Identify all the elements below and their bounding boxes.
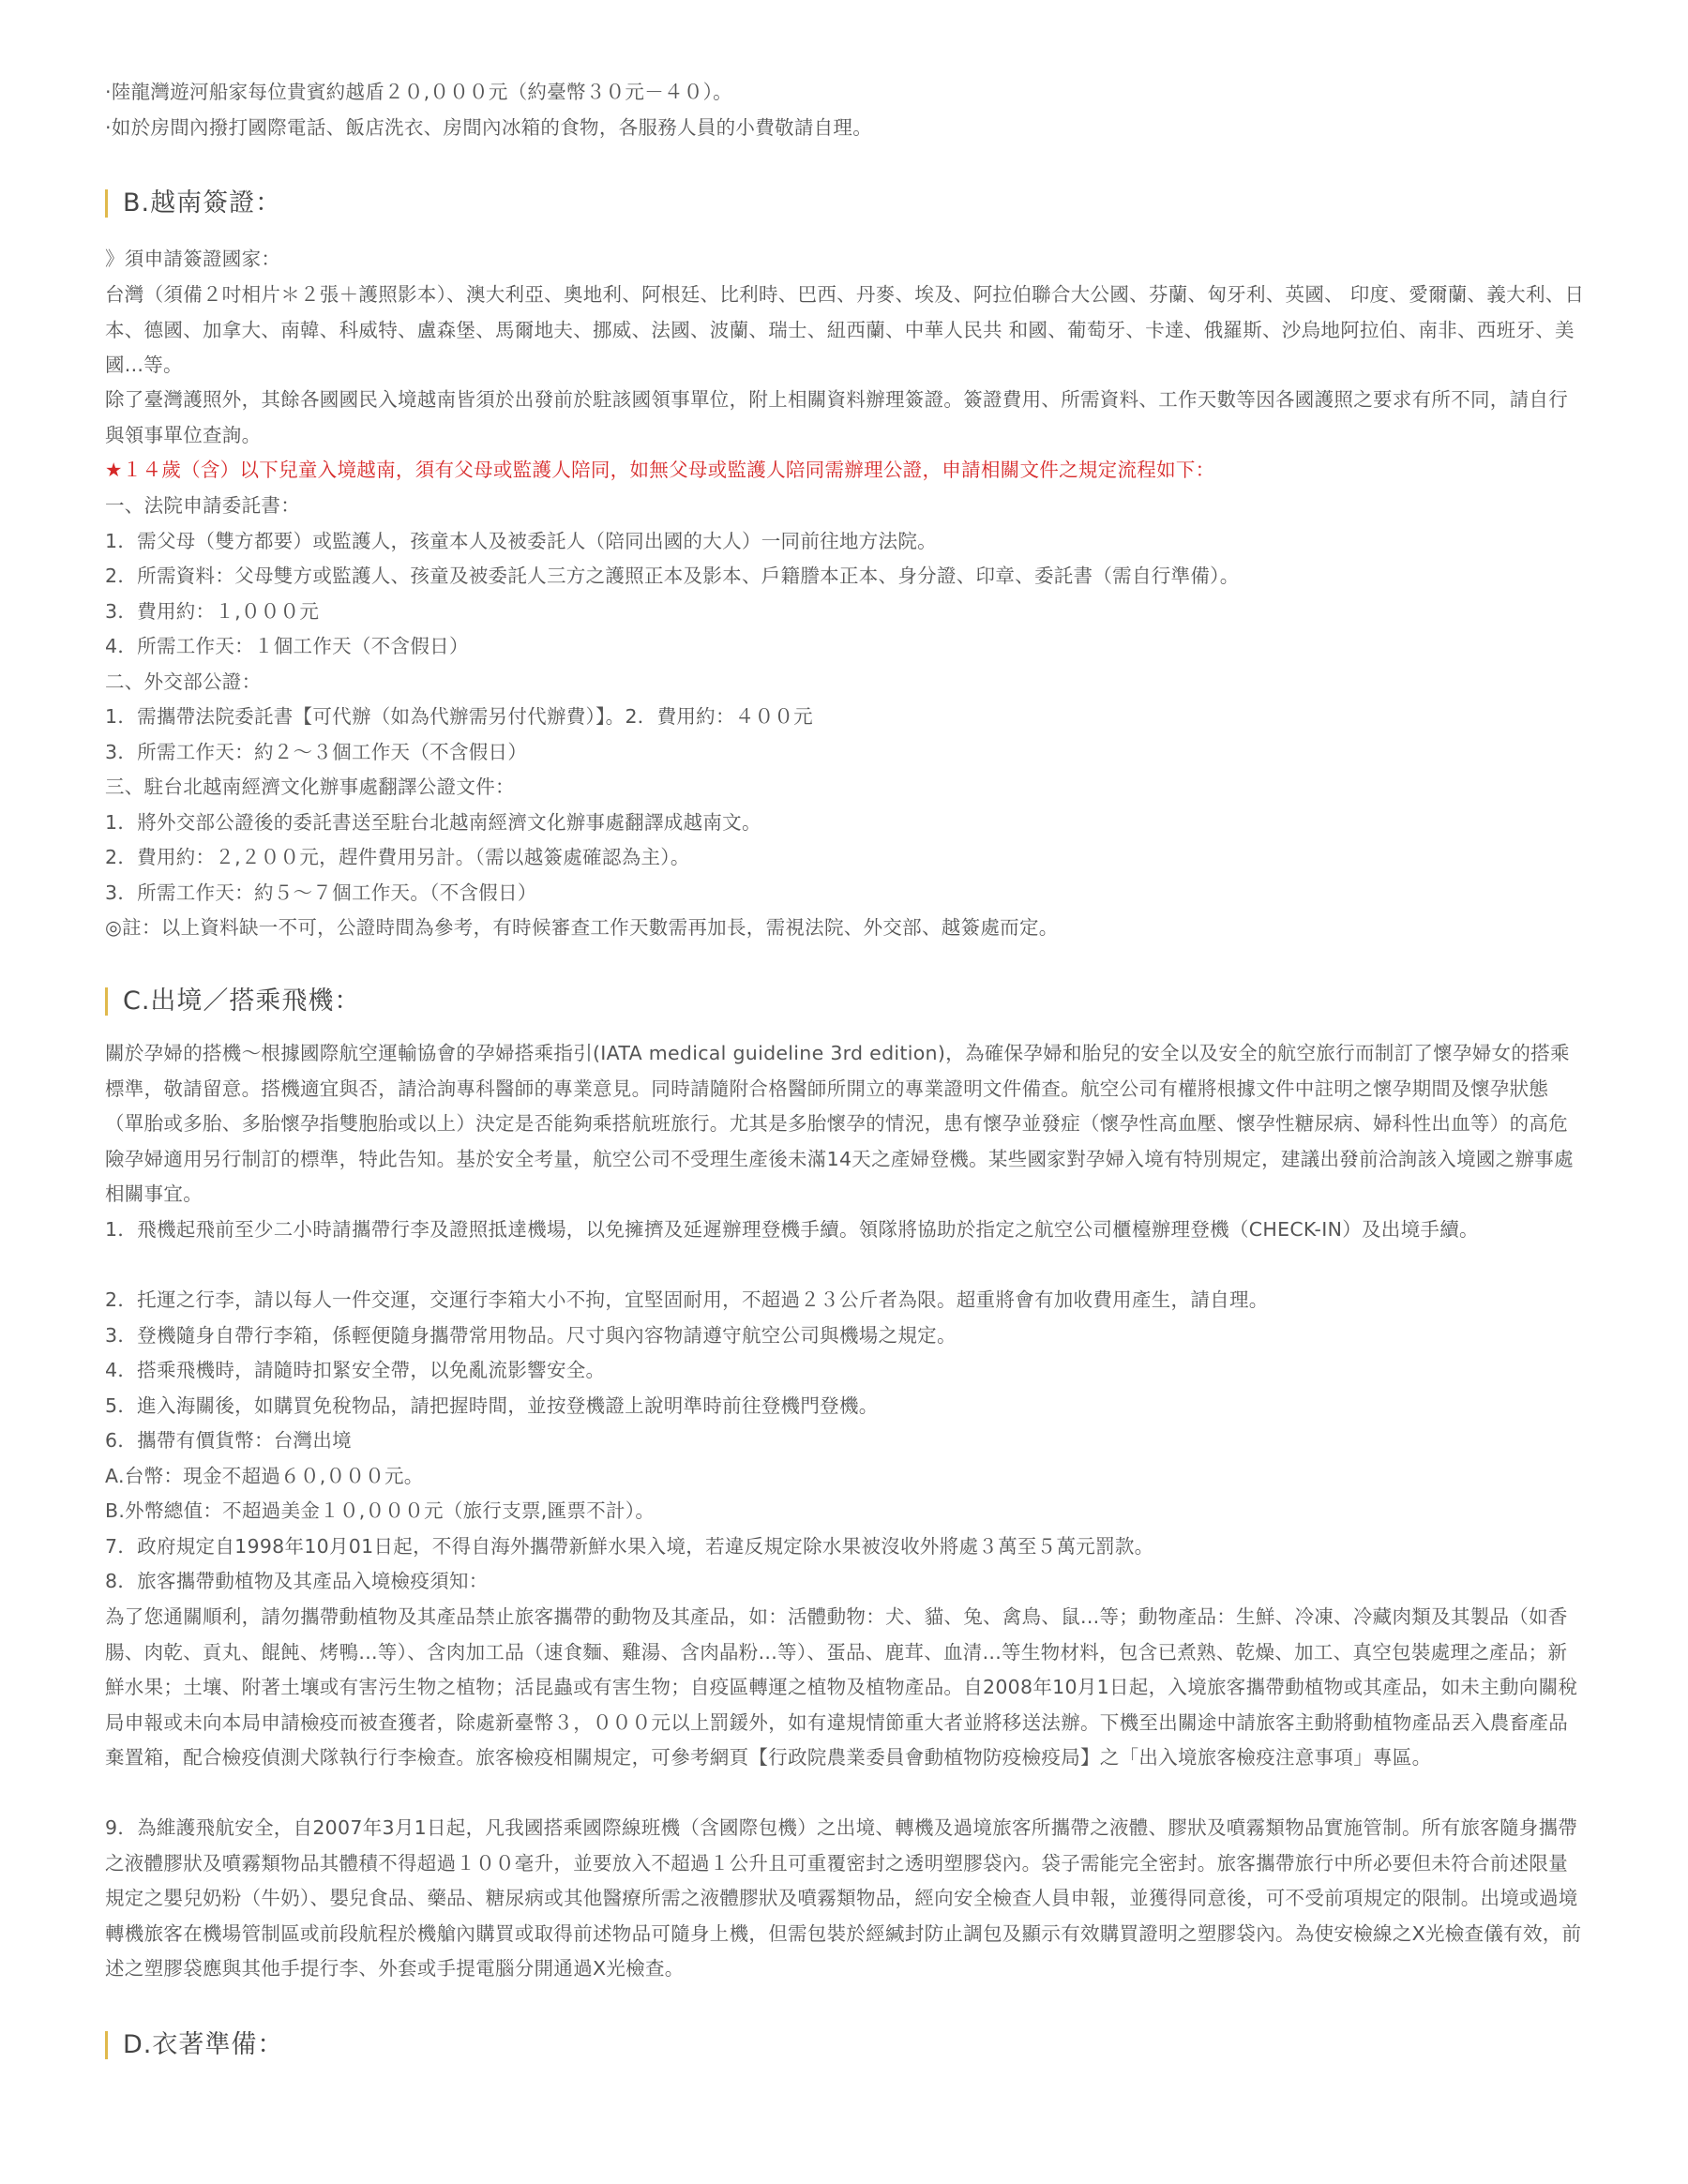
flight-rule-1: 1．飛機起飛前至少二小時請攜帶行李及證照抵達機場，以免擁擠及延遲辦理登機手續。領隊將協助於指定之航空公司櫃檯辦理登機（CHECK-IN）及出境手續。 [105,1218,1479,1241]
veco-step-2: 2．費用約：２,２００元，趕件費用另計。（需以越簽處確認為主）。 [105,846,690,868]
currency-limit-foreign: B.外幣總值：不超過美金１０,０００元（旅行支票,匯票不計）。 [105,1499,656,1522]
court-step-4: 4．所需工作天：１個工作天（不含假日） [105,635,469,657]
flight-rule-9-liquids: 9．為維護飛航安全，自2007年3月1日起，凡我國搭乘國際線班機（含國際包機）之出境、轉機及過境旅客所攜帶之液體、膠狀及噴霧類物品實施管制。所有旅客隨身攜帶之液體膠狀及噴霧類物品其體積不得超過１００毫升，並要放入不超過１公升且可重覆密封之透明塑膠袋內。袋子需能完全密封。旅客攜帶旅行中所必要但未符合前述限量規定之嬰兒奶粉（牛奶）、嬰兒食品、藥品、糖尿病或其他醫療所需之液體膠狀及噴霧類物品，經向安全檢查人員申報，並獲得同意後，可不受前項規定的限制。出境或過境轉機旅客在機場管制區或前段航程於機艙內購買或取得前述物品可隨身上機，但需包裝於經緘封防止調包及顯示有效購買證明之塑膠袋內。為使安檢線之X光檢查儀有效，前述之塑膠袋應與其他手提行李、外套或手提電腦分開通過X光檢查。 [105,1816,1582,1981]
visa-countries-label: 》須申請簽證國家： [105,248,281,270]
currency-limit-twd: A.台幣：現金不超過６０,０００元。 [105,1465,424,1487]
flight-rule-8: 8．旅客攜帶動植物及其產品入境檢疫須知： [105,1570,489,1592]
court-step-2: 2．所需資料：父母雙方或監護人、孩童及被委託人三方之護照正本及影本、戶籍謄本正本、身分證、印章、委託書（需自行準備）。 [105,565,1240,587]
intro-line-service-tips: ·如於房間內撥打國際電話、飯店洗衣、房間內冰箱的食物，各服務人員的小費敬請自理。 [105,116,873,139]
section-heading-departure-flight: C.出境／搭乘飛機： [105,987,360,1016]
pregnancy-boarding-info: 關於孕婦的搭機～根據國際航空運輸協會的孕婦搭乘指引(IATA medical guideline 3rd edition)，為確保孕婦和胎兒的安全以及安全的航空旅行而制訂了懷孕婦女的搭乘標準，敬請留意。搭機適宜與否，請洽詢專科醫師的專業意見。同時請隨附合格醫師所開立的專業證明文件備查。航空公司有權將根據文件中註明之懷孕期間及懷孕狀態（單胎或多胎、多胎懷孕指雙胞胎或以上）決定是否能夠乘搭航班旅行。尤其是多胎懷孕的情況，患有懷孕並發症（懷孕性高血壓、懷孕性糖尿病、婦科性出血等）的高危險孕婦適用另行制訂的標準，特此告知。基於安全考量，航空公司不受理生產後未滿14天之產婦登機。某些國家對孕婦入境有特別規定，建議出發前洽詢該入境國之辦事處相關事宜。 [105,1042,1574,1206]
flight-rule-4: 4．搭乘飛機時，請隨時扣緊安全帶，以免亂流影響安全。 [105,1359,606,1381]
mofa-section-title: 二、外交部公證： [105,670,262,693]
flight-rule-5: 5．進入海關後，如購買免稅物品，請把握時間，並按登機證上說明準時前往登機門登機。 [105,1394,879,1417]
veco-step-1: 1．將外交部公證後的委託書送至駐台北越南經濟文化辦事處翻譯成越南文。 [105,811,761,834]
mofa-step-1-2: 1．需攜帶法院委託書【可代辦（如為代辦需另付代辦費）】。2．費用約：４００元 [105,705,813,728]
court-step-1: 1．需父母（雙方都要）或監護人，孩童本人及被委託人（陪同出國的大人）一同前往地方法院。 [105,530,937,552]
visa-application-note: 除了臺灣護照外，其餘各國國民入境越南皆須於出發前於駐該國領事單位，附上相關資料辦理簽證。簽證費用、所需資料、工作天數等因各國護照之要求有所不同，請自行與領事單位查詢。 [105,388,1568,446]
court-step-3: 3．費用約：１,０００元 [105,600,320,623]
section-heading-clothing: D.衣著準備： [105,2031,283,2059]
intro-line-boat-tip: ·陸龍灣遊河船家每位貴賓約越盾２０,０００元（約臺幣３０元－４０）。 [105,81,732,103]
child-entry-notice: ★１４歲（含）以下兒童入境越南，須有父母或監護人陪同，如無父母或監護人陪同需辦理公證，申請相關文件之規定流程如下： [105,459,1215,481]
court-section-title: 一、法院申請委託書： [105,494,300,517]
flight-rule-6: 6．攜帶有價貨幣：台灣出境 [105,1429,352,1452]
flight-rule-2: 2．托運之行李，請以每人一件交運，交運行李箱大小不拘，宜堅固耐用，不超過２３公斤者為限。超重將會有加收費用產生，請自理。 [105,1288,1269,1311]
flight-rule-3: 3．登機隨身自帶行李箱，係輕便隨身攜帶常用物品。尺寸與內容物請遵守航空公司與機場之規定。 [105,1324,957,1347]
section-heading-vietnam-visa: B.越南簽證： [105,189,281,218]
flight-rule-7: 7．政府規定自1998年10月01日起，不得自海外攜帶新鮮水果入境，若違反規定除水果被沒收外將處３萬至５萬元罰款。 [105,1535,1154,1558]
veco-step-3: 3．所需工作天：約５～７個工作天。（不含假日） [105,881,537,904]
quarantine-details: 為了您通關順利，請勿攜帶動植物及其產品禁止旅客攜帶的動物及其產品，如：活體動物：犬、貓、兔、禽鳥、鼠...等；動物產品：生鮮、冷凍、冷藏肉類及其製品（如香腸、肉乾、貢丸、餛飩、烤鴨...等）、含肉加工品（速食麵、雞湯、含肉晶粉...等）、蛋品、鹿茸、血清...等生物材料，包含已煮熟、乾燥、加工、真空包裝處理之產品；新鮮水果；土壤、附著土壤或有害污生物之植物；活昆蟲或有害生物；自疫區轉運之植物及植物產品。自2008年10月1日起，入境旅客攜帶動植物或其產品，如未主動向關稅局申報或未向本局申請檢疫而被查獲者，除處新臺幣３，０００元以上罰鍰外，如有違規情節重大者並將移送法辦。下機至出關途中請旅客主動將動植物產品丟入農畜產品棄置箱，配合檢疫偵測犬隊執行行李檢查。旅客檢疫相關規定，可參考網頁【行政院農業委員會動植物防疫檢疫局】之「出入境旅客檢疫注意事項」專區。 [105,1605,1578,1770]
notarization-footnote: ◎註：以上資料缺一不可，公證時間為參考，有時候審查工作天數需再加長，需視法院、外交部、越簽處而定。 [105,916,1059,939]
mofa-step-3: 3．所需工作天：約２～３個工作天（不含假日） [105,741,528,763]
veco-section-title: 三、駐台北越南經濟文化辦事處翻譯公證文件： [105,776,515,798]
visa-countries-list: 台灣（須備２吋相片＊２張＋護照影本）、澳大利亞、奧地利、阿根廷、比利時、巴西、丹麥、埃及、阿拉伯聯合大公國、芬蘭、匈牙利、英國、 印度、愛爾蘭、義大利、日本、德國、加拿大、南韓、科威特、盧森堡、馬爾地夫、挪威、法國、波蘭、瑞士、紐西蘭、中華人民共 和國、葡萄牙、卡達、俄羅斯、沙烏地阿拉伯、南非、西班牙、美國...等。 [105,283,1585,377]
